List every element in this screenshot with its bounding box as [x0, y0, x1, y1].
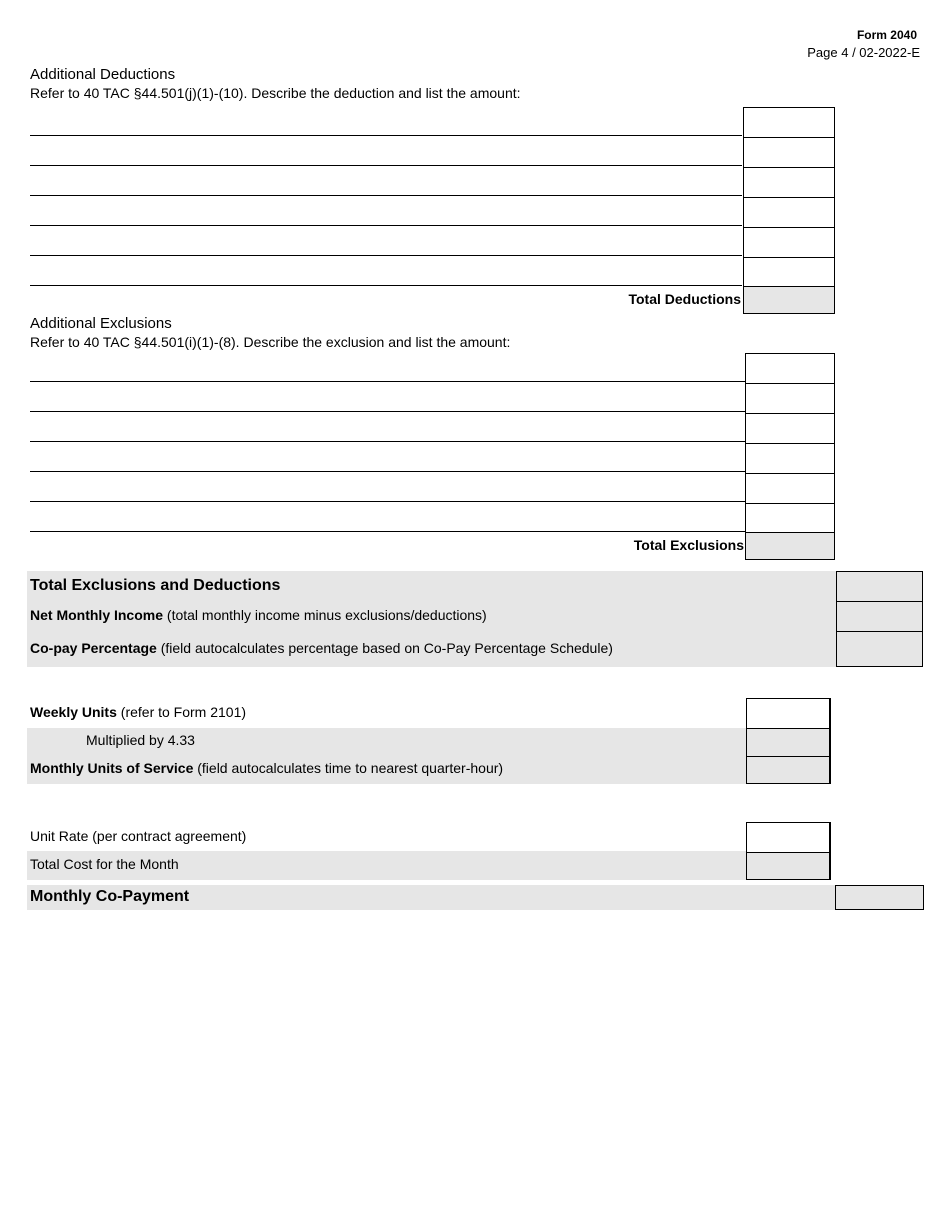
- deductions-title: Additional Deductions: [30, 66, 176, 83]
- deduction-description-field[interactable]: [30, 136, 742, 166]
- exclusion-description-field[interactable]: [30, 442, 745, 472]
- exclusion-description-field[interactable]: [30, 352, 745, 382]
- exclusions-instructions: Refer to 40 TAC §44.501(i)(1)-(8). Describe the exclusion and list the amount:: [30, 334, 511, 350]
- net-income-note: (total monthly income minus exclusions/deductions): [163, 607, 487, 623]
- exclusion-amount-field[interactable]: [745, 473, 835, 504]
- exclusion-description-field[interactable]: [30, 472, 745, 502]
- exclusion-amount-field[interactable]: [745, 413, 835, 444]
- total-deductions-label: Total Deductions: [628, 291, 741, 307]
- deduction-amount-field[interactable]: [743, 107, 835, 138]
- exclusion-description-field[interactable]: [30, 412, 745, 442]
- deductions-instructions: Refer to 40 TAC §44.501(j)(1)-(10). Describe the deduction and list the amount:: [30, 85, 521, 101]
- form-number: Form 2040: [856, 28, 917, 42]
- multiplied-label: Multiplied by 4.33: [86, 732, 195, 748]
- total-exclusions-label: Total Exclusions: [633, 537, 744, 553]
- deduction-description-field[interactable]: [30, 166, 742, 196]
- exclusion-amount-field[interactable]: [745, 353, 835, 384]
- deduction-amount-field[interactable]: [743, 167, 835, 198]
- total-exclusions-deductions-field[interactable]: [836, 571, 923, 602]
- deduction-description-field[interactable]: [30, 256, 742, 286]
- weekly-units-title: Weekly Units: [30, 704, 117, 720]
- total-cost-field[interactable]: [746, 852, 831, 880]
- weekly-units-label: [30, 704, 246, 720]
- monthly-units-field[interactable]: [746, 756, 831, 784]
- total-exclusions-deductions-label: Total Exclusions and Deductions: [30, 577, 281, 594]
- weekly-units-field[interactable]: [746, 698, 831, 729]
- unit-rate-field[interactable]: [746, 822, 831, 853]
- net-income-title: Net Monthly Income: [30, 607, 164, 623]
- copay-pct-title: Co-pay Percentage: [30, 640, 157, 656]
- exclusion-amount-field[interactable]: [745, 443, 835, 474]
- net-monthly-income-label: [30, 607, 487, 623]
- exclusion-description-field[interactable]: [30, 382, 745, 412]
- exclusion-description-field[interactable]: [30, 502, 745, 532]
- deduction-amount-field[interactable]: [743, 197, 835, 228]
- deduction-description-field[interactable]: [30, 106, 742, 136]
- monthly-copay-label: Monthly Co-Payment: [30, 888, 190, 905]
- multiplied-field[interactable]: [746, 728, 831, 757]
- deduction-description-field[interactable]: [30, 226, 742, 256]
- deduction-description-field[interactable]: [30, 196, 742, 226]
- deduction-amount-field[interactable]: [743, 257, 835, 287]
- copay-pct-note: (field autocalculates percentage based on Co-Pay Percentage Schedule): [156, 640, 613, 656]
- page-info: Page 4 / 02-2022-E: [807, 45, 920, 60]
- monthly-units-label: [30, 760, 503, 776]
- monthly-copay-field[interactable]: [835, 885, 924, 910]
- total-exclusions-field[interactable]: [745, 532, 835, 560]
- copay-percentage-label: [30, 640, 613, 656]
- net-monthly-income-field[interactable]: [836, 601, 923, 632]
- total-deductions-field[interactable]: [743, 286, 835, 314]
- monthly-units-title: Monthly Units of Service: [30, 760, 194, 776]
- deduction-amount-field[interactable]: [743, 227, 835, 258]
- copay-percentage-field[interactable]: [836, 631, 923, 667]
- total-cost-label: Total Cost for the Month: [30, 856, 179, 872]
- exclusions-title: Additional Exclusions: [30, 315, 172, 332]
- unit-rate-label: Unit Rate (per contract agreement): [30, 828, 247, 844]
- monthly-units-note: (field autocalculates time to nearest quarter-hour): [193, 760, 504, 776]
- weekly-units-note: (refer to Form 2101): [116, 704, 247, 720]
- exclusion-amount-field[interactable]: [745, 503, 835, 533]
- deduction-amount-field[interactable]: [743, 137, 835, 168]
- exclusion-amount-field[interactable]: [745, 383, 835, 414]
